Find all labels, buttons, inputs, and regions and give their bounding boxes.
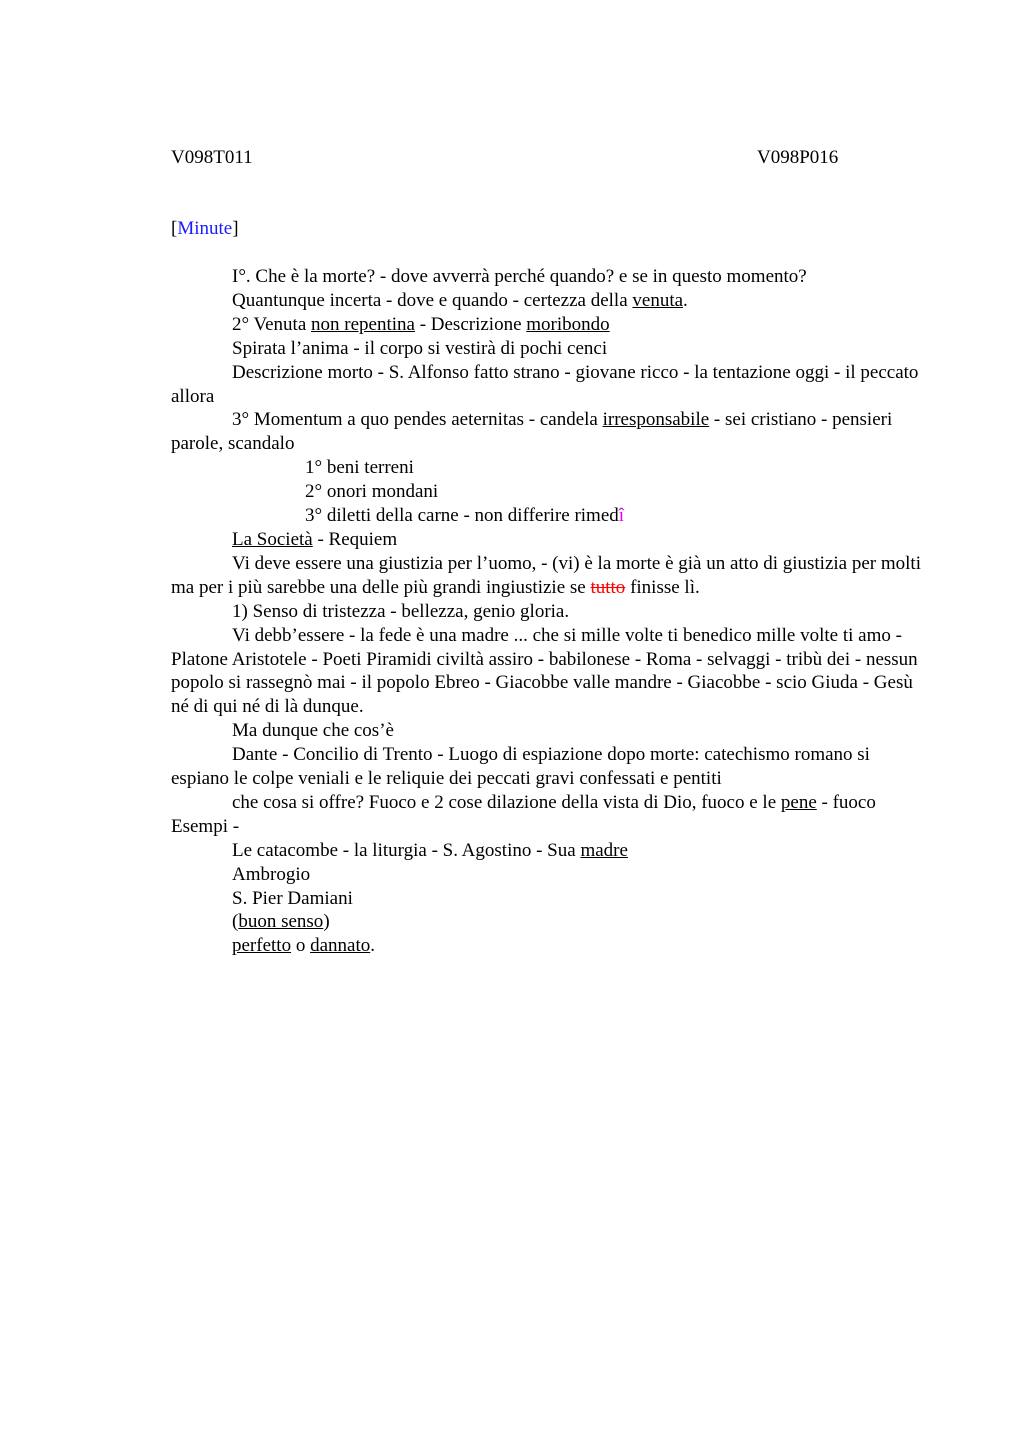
bracket-open: [ [171, 218, 178, 239]
underlined-text: buon senso [238, 911, 324, 933]
paragraph: Spirata l’anima - il corpo si vestirà di pochi cenci [232, 337, 608, 359]
list-item: 1° beni terreni [305, 457, 414, 479]
bracket-close: ] [232, 218, 239, 239]
paragraph: che cosa si offre? Fuoco e 2 cose dilazione della vista di Dio, fuoco e le pene - fuoco Esempi - [171, 791, 876, 837]
paragraph: Vi deve essere una giustizia per l’uomo, - (vi) è la morte è già un atto di giustizia per molti ma per i più sarebbe una delle più grandi ingiustizie se tutto finisse lì. [171, 552, 921, 598]
section-label-text: Minute [177, 218, 233, 239]
paragraph: Vi debb’essere - la fede è una madre ... che si mille volte ti benedico mille volte ti amo - Platone Aristotele - Poeti Piramidi civiltà assiro - babilonese - Roma - selvaggi - tribù dei - nessun popolo si rassegnò mai - il popolo Ebreo - Giacobbe valle mandre - Giacobbe - scio Giuda - Gesù né di qui né di là dunque. [171, 624, 918, 718]
underlined-text: irresponsabile [602, 409, 710, 431]
document-id-right: V098P016 [757, 147, 839, 168]
underlined-text: perfetto [232, 935, 292, 957]
paragraph: Descrizione morto - S. Alfonso fatto strano - giovane ricco - la tentazione oggi - il peccato allora [171, 361, 919, 407]
paragraph: Le catacombe - la liturgia - S. Agostino - Sua madre [232, 839, 628, 861]
paragraph: Ma dunque che cos’è [232, 720, 394, 742]
paragraph: (buon senso) [232, 911, 330, 933]
paragraph: S. Pier Damiani [232, 887, 353, 909]
underlined-text: dannato [310, 935, 371, 957]
deleted-text: tutto [590, 576, 626, 598]
underlined-text: madre [580, 839, 628, 861]
paragraph: La Società - Requiem [232, 528, 398, 550]
underlined-text: venuta [632, 289, 684, 311]
section-label [171, 217, 239, 241]
list-item: 3° diletti della carne - non differire rimedî [305, 505, 625, 527]
underlined-text: pene [780, 791, 817, 813]
underlined-text: moribondo [526, 313, 610, 335]
paragraph: 2° Venuta non repentina - Descrizione moribondo [232, 313, 610, 335]
paragraph: 3° Momentum a quo pendes aeternitas - candela irresponsabile - sei cristiano - pensieri parole, scandalo [171, 409, 893, 455]
document-id-left: V098T011 [171, 147, 253, 168]
paragraph: Ambrogio [232, 863, 311, 885]
paragraph: perfetto o dannato. [232, 935, 375, 957]
paragraph: Quantunque incerta - dove e quando - certezza della venuta. [232, 289, 688, 311]
paragraph: Dante - Concilio di Trento - Luogo di espiazione dopo morte: catechismo romano si espiano le colpe veniali e le reliquie dei peccati gravi confessati e pentiti [171, 744, 870, 790]
underlined-text: La Società [232, 528, 313, 550]
corrected-char: î [618, 505, 625, 527]
list-item: 2° onori mondani [305, 481, 439, 503]
paragraph: I°. Che è la morte? - dove avverrà perché quando? e se in questo momento? [232, 266, 807, 287]
paragraph: 1) Senso di tristezza - bellezza, genio gloria. [232, 600, 570, 622]
underlined-text: non repentina [311, 313, 415, 335]
document-body [171, 265, 931, 958]
